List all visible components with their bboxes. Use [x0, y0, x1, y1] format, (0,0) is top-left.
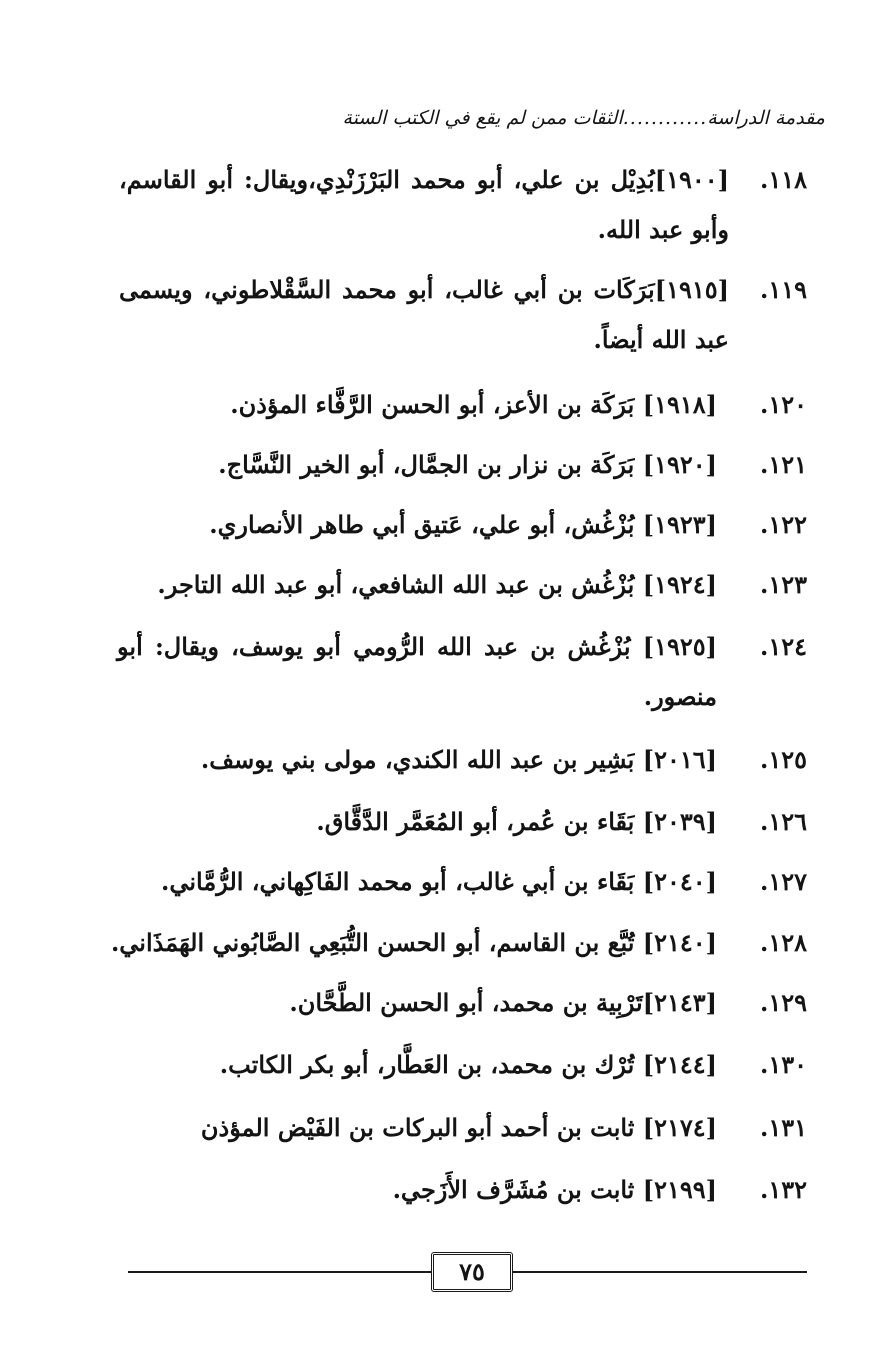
entry-number: ١٢٥.: [759, 745, 807, 774]
entry-text: [٢١٤٣]تَرْبِية بن محمد، أبو الحسن الطَّحَّان.: [289, 988, 717, 1017]
list-item: [77, 622, 807, 722]
entry-number: ١٢٣.: [759, 570, 807, 599]
header-dots: ............: [622, 107, 708, 129]
entry-text: [٢٠٣٩] بَقَاء بن عُمر، أبو المُعَمَّر الدَّقَّاق.: [316, 807, 717, 836]
header-title: الثقات ممن لم يقع في الكتب الستة: [342, 107, 623, 129]
list-item: [77, 560, 807, 610]
entry-number: ١١٨.: [759, 165, 807, 194]
entry-text: [١٩١٥]بَرَكَات بن أبي غالب، أبو محمد السَّقْلاطوني، ويسمى عبد الله أيضاً.: [119, 275, 729, 354]
entry-text: [١٩١٨] بَرَكَة بن الأعز، أبو الحسن الرَّفَّاء المؤذن.: [230, 390, 717, 419]
list-item: [77, 500, 807, 550]
entry-number: ١٢٧.: [759, 867, 807, 896]
entry-number: ١٢٦.: [759, 807, 807, 836]
list-item: [77, 978, 807, 1028]
entry-text: [١٩٢٥] بُزْغُش بن عبد الله الرُّومي أبو يوسف، ويقال: أبو منصور.: [117, 632, 717, 711]
entry-text: [١٩٢٤] بُزْغُش بن عبد الله الشافعي، أبو عبد الله التاجر.: [157, 570, 717, 599]
list-item: [77, 797, 807, 847]
footer-rule-right: [511, 1271, 807, 1273]
entry-number: ١١٩.: [759, 275, 807, 304]
list-item: [77, 735, 807, 785]
list-item: [77, 380, 807, 430]
entry-number: ١٣١.: [759, 1113, 807, 1142]
list-item: [77, 440, 807, 490]
entry-text: [١٩٠٠]بُدِيْل بن علي، أبو محمد البَرْزَنْدِي،ويقال: أبو القاسم، وأبو عبد الله.: [119, 165, 729, 244]
footer-rule-left: [128, 1271, 433, 1273]
entry-number: ١٢٠.: [759, 390, 807, 419]
list-item: [77, 857, 807, 907]
list-item: [77, 1103, 807, 1153]
entry-number: ١٢٨.: [759, 928, 807, 957]
header-section: مقدمة الدراسة: [707, 107, 825, 129]
entry-text: [٢١٩٩] ثابت بن مُشَرَّف الأَزَجي.: [392, 1175, 717, 1204]
list-item: [77, 1040, 807, 1090]
entry-text: [١٩٢٠] بَرَكَة بن نزار بن الجمَّال، أبو الخير النَّسَّاج.: [218, 450, 717, 479]
entry-text: [٢٠٤٠] بَقَاء بن أبي غالب، أبو محمد الفَاكِهاني، الرُّمَّاني.: [161, 867, 717, 896]
entry-number: ١٣٠.: [759, 1050, 807, 1079]
entry-text: [٢١٧٤] ثابت بن أحمد أبو البركات بن الفَيْض المؤذن: [200, 1113, 717, 1142]
entry-number: ١٢٤.: [759, 632, 807, 661]
list-item: [77, 155, 807, 255]
entry-text: [٢١٤٠] تُبَّع بن القاسم، أبو الحسن التُّبَعِي الصَّابُوني الهَمَذَاني.: [110, 928, 717, 957]
entry-text: [٢١٤٤] تُرْك بن محمد، بن العَطَّار، أبو بكر الكاتب.: [219, 1050, 717, 1079]
entry-text: [١٩٢٣] بُزْغُش، أبو علي، عَتيق أبي طاهر الأنصاري.: [209, 510, 717, 539]
list-item: [77, 918, 807, 968]
list-item: [77, 265, 807, 365]
entry-text: [٢٠١٦] بَشِير بن عبد الله الكندي، مولى بني يوسف.: [200, 745, 717, 774]
entry-number: ١٣٢.: [759, 1175, 807, 1204]
entry-number: ١٢١.: [759, 450, 807, 479]
entry-number: ١٢٢.: [759, 510, 807, 539]
entry-number: ١٢٩.: [759, 988, 807, 1017]
list-item: [77, 1165, 807, 1215]
running-header: [130, 100, 825, 136]
page-number: ٧٥: [431, 1252, 513, 1292]
